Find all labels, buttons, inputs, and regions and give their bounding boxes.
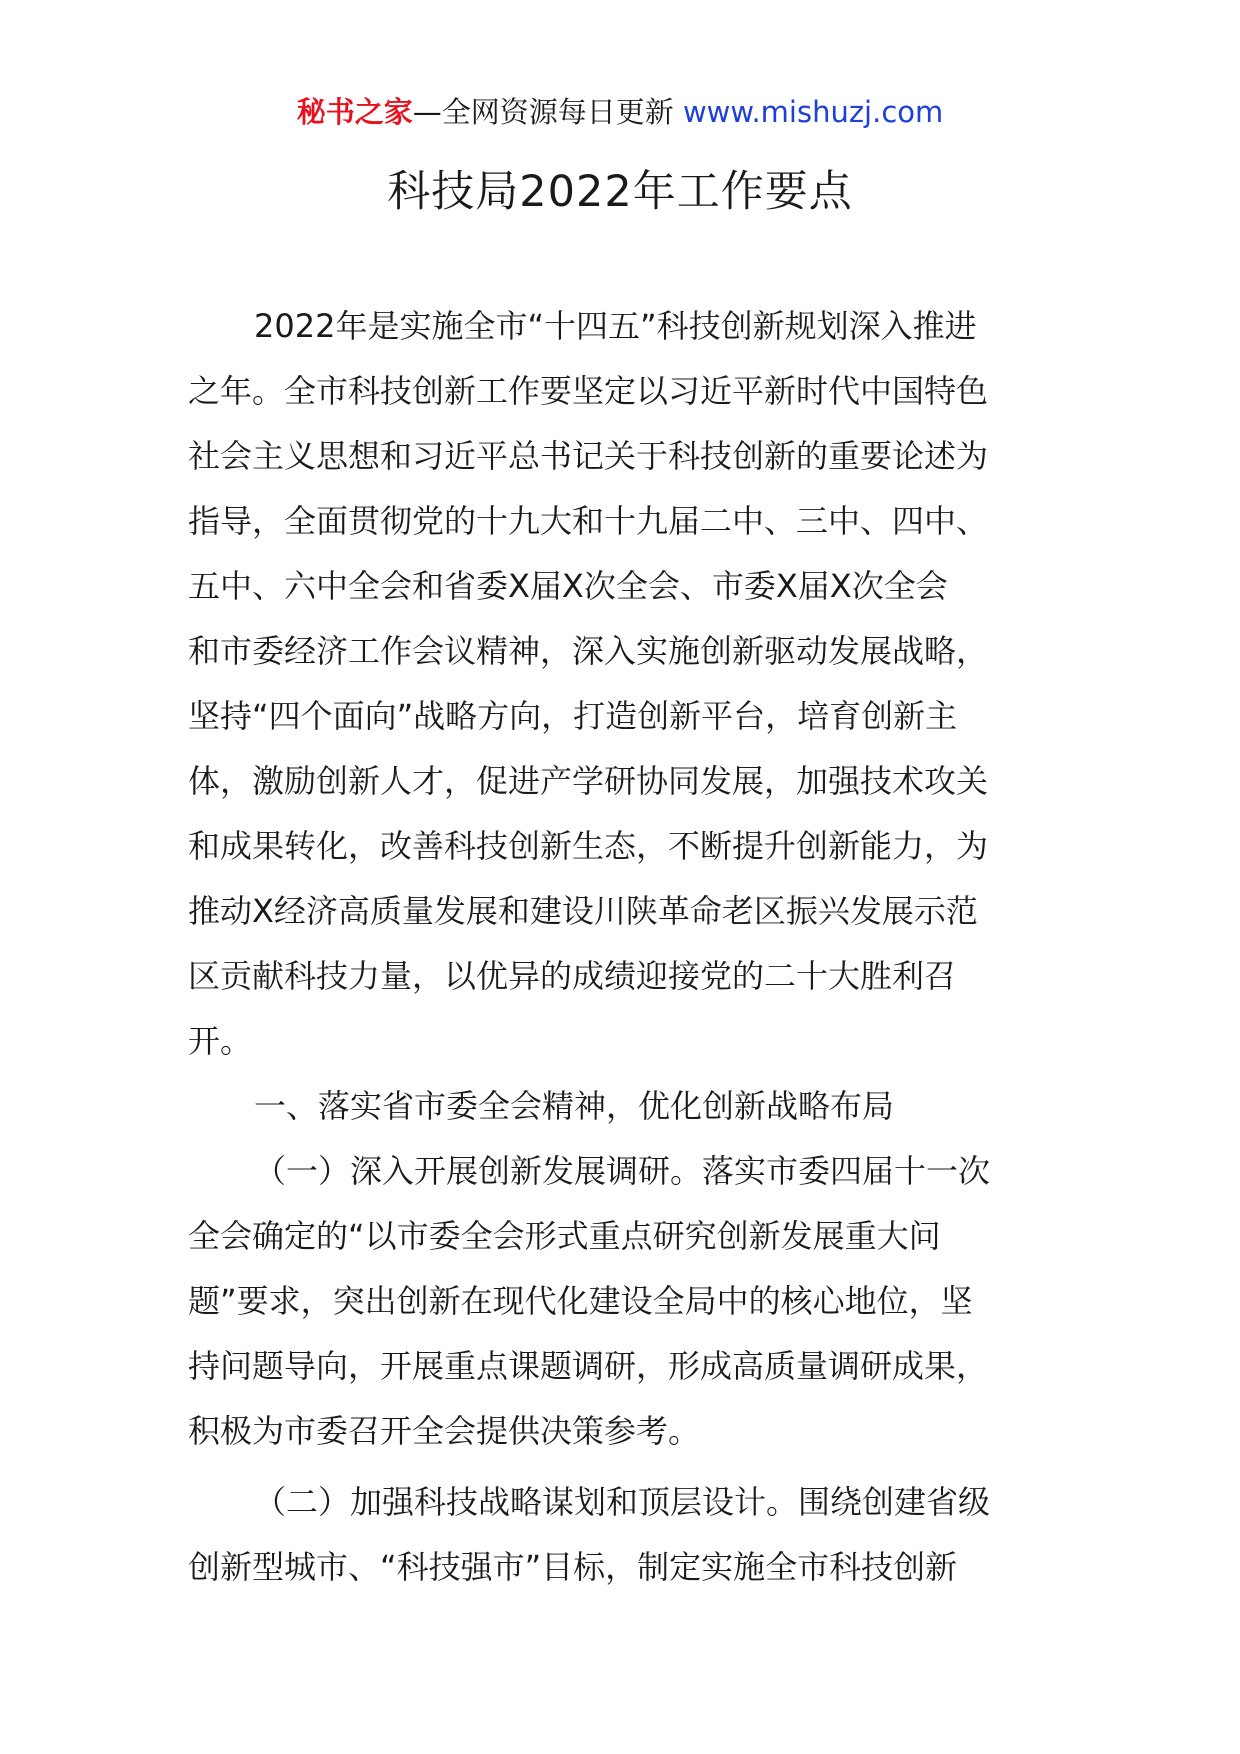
paragraph-line: 坚持“四个面向”战略方向，打造创新平台，培育创新主 — [188, 697, 958, 735]
document-body — [188, 294, 1058, 1600]
paragraph-line: 推动X经济高质量发展和建设川陕革命老区振兴发展示范 — [188, 892, 978, 930]
document-title: 科技局2022年工作要点 — [387, 167, 853, 217]
banner-tagline: —全网资源每日更新 — [412, 95, 683, 129]
paragraph-line: 开。 — [188, 1022, 253, 1060]
banner-brand: 秘书之家 — [296, 95, 413, 129]
paragraph-line: 五中、六中全会和省委X届X次全会、市委X届X次全会 — [188, 567, 948, 605]
paragraph-line: 持问题导向，开展重点课题调研，形成高质量调研成果， — [188, 1347, 989, 1385]
paragraph-line: 区贡献科技力量，以优异的成绩迎接党的二十大胜利召 — [188, 957, 957, 995]
intro-paragraph — [188, 294, 1058, 1074]
banner-site-url[interactable]: www.mishuzj.com — [682, 95, 944, 129]
section-heading: 一、落实省市委全会精神，优化创新战略布局 — [254, 1087, 895, 1125]
paragraph-line: 之年。全市科技创新工作要坚定以习近平新时代中国特色 — [188, 372, 989, 410]
item-1-paragraph — [188, 1139, 1058, 1464]
item-2-paragraph — [188, 1470, 1058, 1600]
site-banner — [0, 92, 1240, 132]
paragraph-line: 创新型城市、“科技强市”目标，制定实施全市科技创新 — [188, 1548, 958, 1586]
paragraph-line: 和成果转化，改善科技创新生态，不断提升创新能力，为 — [188, 827, 989, 865]
paragraph-line: （二）加强科技战略谋划和顶层设计。围绕创建省级 — [254, 1483, 991, 1521]
paragraph-line: 和市委经济工作会议精神，深入实施创新驱动发展战略， — [188, 632, 989, 670]
paragraph-line: 2022年是实施全市“十四五”科技创新规划深入推进 — [254, 307, 977, 345]
paragraph-line: 指导，全面贯彻党的十九大和十九届二中、三中、四中、 — [188, 502, 989, 540]
paragraph-line: 体，激励创新人才，促进产学研协同发展，加强技术攻关 — [188, 762, 989, 800]
paragraph-line: 全会确定的“以市委全会形式重点研究创新发展重大问 — [188, 1217, 941, 1255]
paragraph-line: 社会主义思想和习近平总书记关于科技创新的重要论述为 — [188, 437, 989, 475]
paragraph-line: 积极为市委召开全会提供决策参考。 — [188, 1412, 701, 1450]
paragraph-line: （一）深入开展创新发展调研。落实市委四届十一次 — [254, 1152, 991, 1190]
paragraph-line: 题”要求，突出创新在现代化建设全局中的核心地位，坚 — [188, 1282, 973, 1320]
